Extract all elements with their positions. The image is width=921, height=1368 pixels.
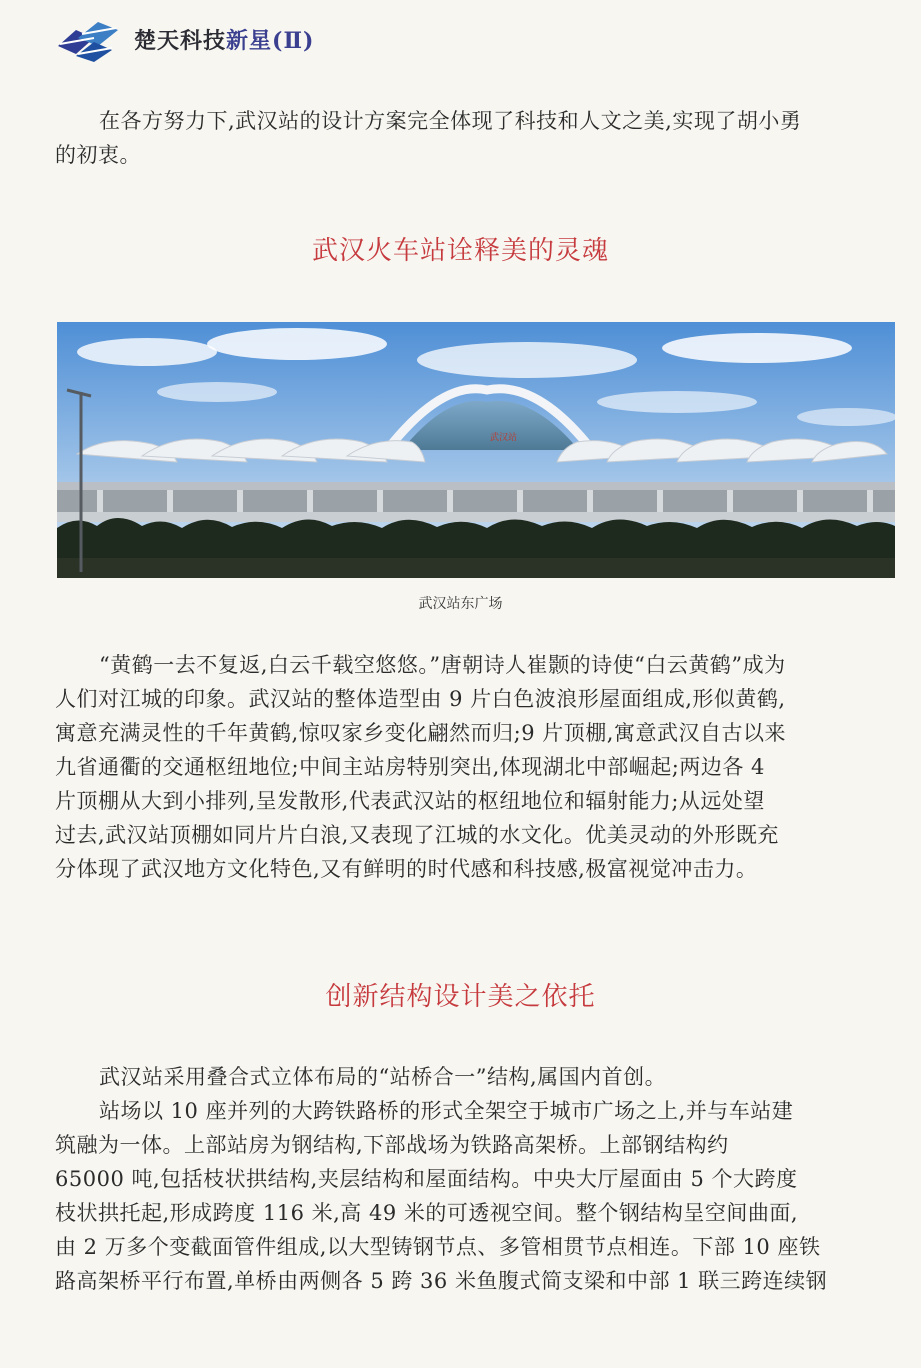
intro-paragraph: [55, 104, 893, 172]
text-line: 武汉站采用叠合式立体布局的“站桥合一”结构,属国内首创。: [99, 1065, 667, 1089]
text-line: 分体现了武汉地方文化特色,又有鲜明的时代感和科技感,极富视觉冲击力。: [55, 857, 758, 881]
section-heading-soul: 武汉火车站诠释美的灵魂: [311, 236, 609, 266]
section2-paragraph-1: [55, 1060, 893, 1094]
section2-paragraph-2: [55, 1094, 893, 1298]
station-sign: 武汉站: [490, 433, 518, 443]
book-series-title: 楚天科技新星(Ⅱ): [134, 27, 315, 54]
text-line: 寓意充满灵性的千年黄鹤,惊叹家乡变化翩然而归;9 片顶棚,寓意武汉自古以来: [55, 721, 786, 745]
text-line: 过去,武汉站顶棚如同片片白浪,又表现了江城的水文化。优美灵动的外形既充: [55, 823, 779, 847]
text-line: 站场以 10 座并列的大跨铁路桥的形式全架空于城市广场之上,并与车站建: [99, 1099, 794, 1123]
text-line: 路高架桥平行布置,单桥由两侧各 5 跨 36 米鱼腹式简支梁和中部 1 联三跨连续钢: [55, 1269, 828, 1293]
text-line: 枝状拱托起,形成跨度 116 米,高 49 米的可透视空间。整个钢结构呈空间曲面,: [55, 1201, 799, 1225]
text-line: 九省通衢的交通枢纽地位;中间主站房特别突出,体现湖北中部崛起;两边各 4: [55, 755, 765, 779]
section1-paragraph: [55, 648, 893, 886]
text-line: 在各方努力下,武汉站的设计方案完全体现了科技和人文之美,实现了胡小勇: [99, 109, 802, 133]
text-line: “黄鹤一去不复返,白云千载空悠悠。”唐朝诗人崔颢的诗使“白云黄鹤”成为: [99, 653, 786, 677]
wuhan-station-photo: [57, 322, 895, 578]
section-heading-structure: 创新结构设计美之依托: [325, 982, 596, 1012]
running-header: [54, 12, 314, 66]
text-line: 筑融为一体。上部站房为钢结构,下部战场为铁路高架桥。上部钢结构约: [55, 1133, 729, 1157]
series-logo-icon: [54, 16, 124, 62]
text-line: 由 2 万多个变截面管件组成,以大型铸钢节点、多管相贯节点相连。下部 10 座铁: [55, 1235, 821, 1259]
text-line: 的初衷。: [55, 143, 141, 167]
photo-caption: 武汉站东广场: [418, 596, 503, 612]
text-line: 片顶棚从大到小排列,呈发散形,代表武汉站的枢纽地位和辐射能力;从远处望: [55, 789, 765, 813]
text-line: 人们对江城的印象。武汉站的整体造型由 9 片白色波浪形屋面组成,形似黄鹤,: [55, 687, 786, 711]
text-line: 65000 吨,包括枝状拱结构,夹层结构和屋面结构。中央大厅屋面由 5 个大跨度: [55, 1167, 798, 1191]
